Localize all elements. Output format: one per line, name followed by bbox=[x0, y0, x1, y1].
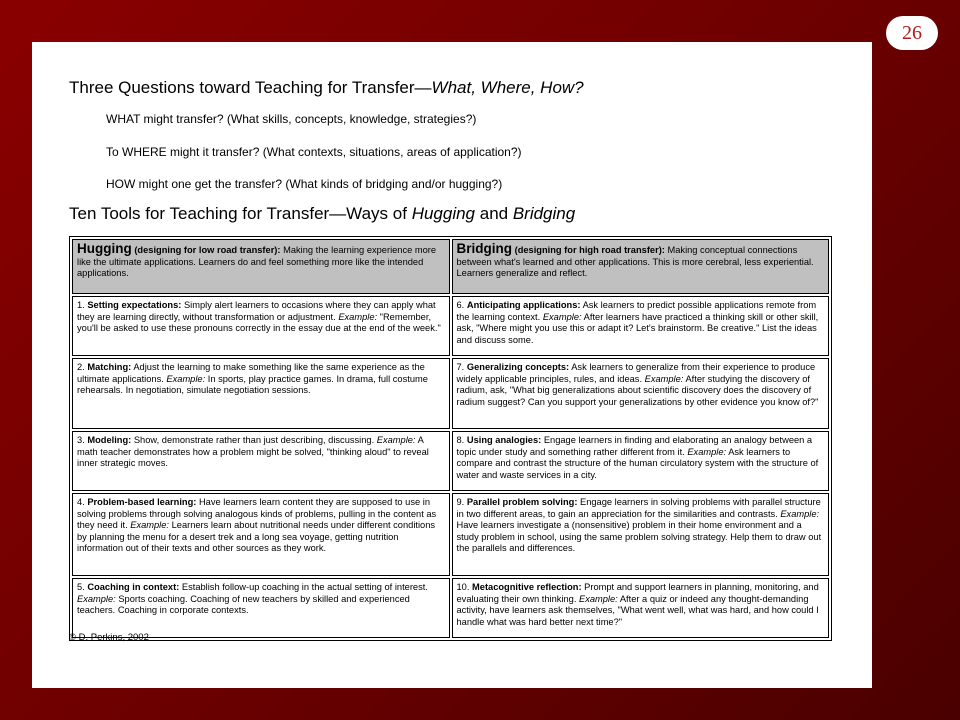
table-header-row bbox=[72, 239, 829, 294]
bridging-description: Making conceptual connections between what's learned and other applications. This is more cerebral, less experiential. Learners generalize and reflect. bbox=[456, 245, 814, 279]
copyright-notice: © D. Perkins, 2002 bbox=[69, 632, 149, 643]
table-row bbox=[72, 431, 829, 491]
tool-cell-10: 10. Metacognitive reflection: Prompt and support learners in planning, monitoring, and evaluating their own thinking. Example: After a quiz or indeed any thought-demanding activity, have learners ask themselves, "What went well, what was hard, and how could I handle what was hard better next time?" bbox=[452, 578, 830, 638]
tool-cell-8: 8. Using analogies: Engage learners in finding and elaborating an analogy between a topic under study and something rather different from it. Example: Ask learners to compare and contrast the structure of the human circulatory system with the structure of water and waste services in a city. bbox=[452, 431, 830, 491]
bridging-title: Bridging bbox=[456, 241, 512, 256]
table-row bbox=[72, 493, 829, 576]
table-row bbox=[72, 296, 829, 356]
hugging-header bbox=[72, 239, 450, 294]
tool-cell-9: 9. Parallel problem solving: Engage learners in solving problems with parallel structure in two different areas, to gain an appreciation for the similarities and contrasts. Example: Have learners investigate a (nonsensitive) problem in their home environment and a study problem in school, using the same problem solving strategy. Help them to draw out the parallels and differences. bbox=[452, 493, 830, 576]
tools-table bbox=[69, 236, 832, 641]
bridging-subtitle: (designing for high road transfer): bbox=[514, 245, 665, 255]
tool-cell-2: 2. Matching: Adjust the learning to make something like the same experience as the ultimate applications. Example: In sports, play practice games. In drama, full costume rehearsals. In negotiation, simulate negotiation sessions. bbox=[72, 358, 450, 429]
table-row bbox=[72, 358, 829, 429]
tool-cell-6: 6. Anticipating applications: Ask learners to predict possible applications remote from the learning context. Example: After learners have practiced a thinking skill or other skill, ask, "Where might you use this or adapt it? Let's brainstorm. Be creative." List the ideas and discuss some. bbox=[452, 296, 830, 356]
page-number-badge: 26 bbox=[886, 16, 938, 50]
tool-cell-5: 5. Coaching in context: Establish follow-up coaching in the actual setting of interest. Example: Sports coaching. Coaching of new teachers by skilled and experienced teachers. Coaching in corporate contexts. bbox=[72, 578, 450, 638]
question-where: To WHERE might it transfer? (What contexts, situations, areas of application?) bbox=[106, 145, 522, 159]
table-row bbox=[72, 578, 829, 638]
question-how: HOW might one get the transfer? (What kinds of bridging and/or hugging?) bbox=[106, 177, 503, 191]
tool-cell-7: 7. Generalizing concepts: Ask learners to generalize from their experience to produce widely applicable principles, rules, and ideas. Example: After studying the discovery of radium, ask, "What big generalizations about scientific discovery does the discovery of radium suggest? Can you support your generalizations by other evidence you know of?" bbox=[452, 358, 830, 429]
hugging-description: Making the learning experience more like the ultimate applications. Learners do and feel something more like the intended applications. bbox=[77, 245, 437, 279]
slide-content bbox=[32, 42, 872, 688]
tools-title: Ten Tools for Teaching for Transfer—Ways of Hugging and Bridging bbox=[69, 204, 576, 223]
tool-cell-4: 4. Problem-based learning: Have learners learn content they are supposed to use in solving problems through solving analogous kinds of problems, pulling in the content as they need it. Example: Learners learn about nutritional needs under different conditions by planning the menu for a desert trek and a long sea voyage, getting nutrition information out of their texts and other sources as they work. bbox=[72, 493, 450, 576]
questions-title: Three Questions toward Teaching for Transfer—What, Where, How? bbox=[69, 78, 584, 97]
question-what: WHAT might transfer? (What skills, concepts, knowledge, strategies?) bbox=[106, 112, 477, 126]
hugging-subtitle: (designing for low road transfer): bbox=[134, 245, 281, 255]
bridging-header bbox=[452, 239, 830, 294]
tool-cell-1: 1. Setting expectations: Simply alert learners to occasions where they can apply what they are learning directly, without transformation or adjustment. Example: "Remember, you'll be asked to use these pronouns correctly in the essay due at the end of the week." bbox=[72, 296, 450, 356]
tool-cell-3: 3. Modeling: Show, demonstrate rather than just describing, discussing. Example: A math teacher demonstrates how a problem might be solved, "thinking aloud" to reveal inner strategic moves. bbox=[72, 431, 450, 491]
hugging-title: Hugging bbox=[77, 241, 132, 256]
